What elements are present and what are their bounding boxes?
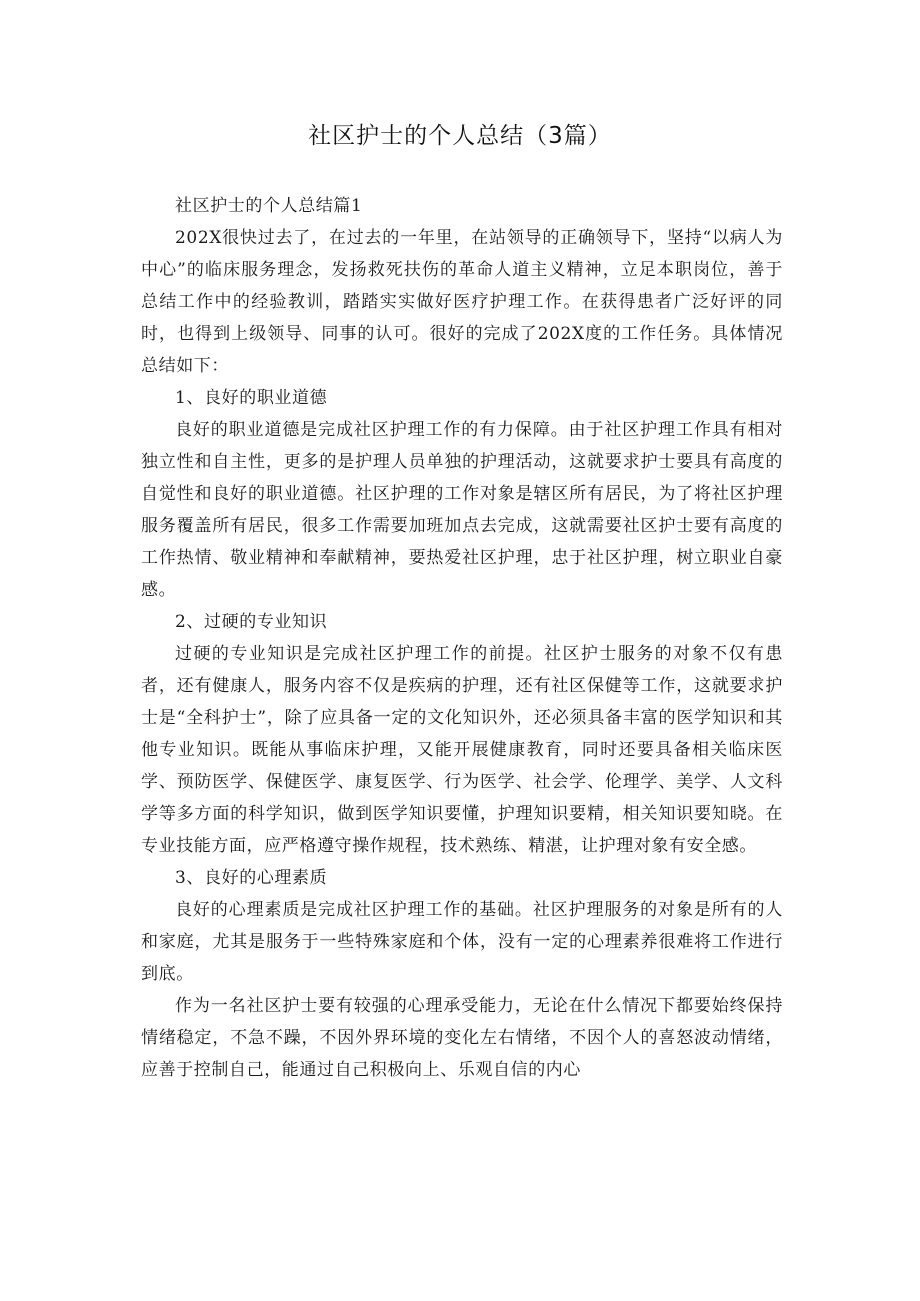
document-title: 社区护士的个人总结（3篇） xyxy=(308,123,612,149)
item-1-paragraph-1: 良好的职业道德是完成社区护理工作的有力保障。由于社区护理工作具有相对独立性和自主性，更多的是护理人员单独的护理活动，这就要求护士要具有高度的自觉性和良好的职业道德。社区护理的工作对象是辖区所有居民，为了将社区护理服务覆盖所有居民，很多工作需要加班加点去完成，这就需要社区护士要有高度的工作热情、敬业精神和奉献精神，要热爱社区护理，忠于社区护理，树立职业自豪感。 xyxy=(141,420,783,600)
item-heading-1: 1、良好的职业道德 xyxy=(175,388,328,408)
item-3-paragraph-1: 良好的心理素质是完成社区护理工作的基础。社区护理服务的对象是所有的人和家庭，尤其是服务于一些特殊家庭和个体，没有一定的心理素养很难将工作进行到底。 xyxy=(141,900,783,984)
section-heading: 社区护士的个人总结篇1 xyxy=(175,196,363,216)
intro-paragraph: 202X很快过去了，在过去的一年里，在站领导的正确领导下，坚持“以病人为中心”的临床服务理念，发扬救死扶伤的革命人道主义精神，立足本职岗位，善于总结工作中的经验教训，踏踏实实做好医疗护理工作。在获得患者广泛好评的同时，也得到上级领导、同事的认可。很好的完成了202X度的工作任务。具体情况总结如下： xyxy=(141,228,783,376)
document-body xyxy=(141,190,783,1086)
item-2-paragraph-1: 过硬的专业知识是完成社区护理工作的前提。社区护士服务的对象不仅有患者，还有健康人，服务内容不仅是疾病的护理，还有社区保健等工作，这就要求护士是“全科护士”，除了应具备一定的文化知识外，还必须具备丰富的医学知识和其他专业知识。既能从事临床护理，又能开展健康教育，同时还要具备相关临床医学、预防医学、保健医学、康复医学、行为医学、社会学、伦理学、美学、人文科学等多方面的科学知识，做到医学知识要懂，护理知识要精，相关知识要知晓。在专业技能方面，应严格遵守操作规程，技术熟练、精湛，让护理对象有安全感。 xyxy=(141,644,783,856)
item-heading-2: 2、过硬的专业知识 xyxy=(175,612,328,632)
item-3-paragraph-2: 作为一名社区护士要有较强的心理承受能力，无论在什么情况下都要始终保持情绪稳定，不急不躁，不因外界环境的变化左右情绪，不因个人的喜怒波动情绪，应善于控制自己，能通过自己积极向上、乐观自信的内心 xyxy=(141,996,783,1080)
item-heading-3: 3、良好的心理素质 xyxy=(175,868,328,888)
